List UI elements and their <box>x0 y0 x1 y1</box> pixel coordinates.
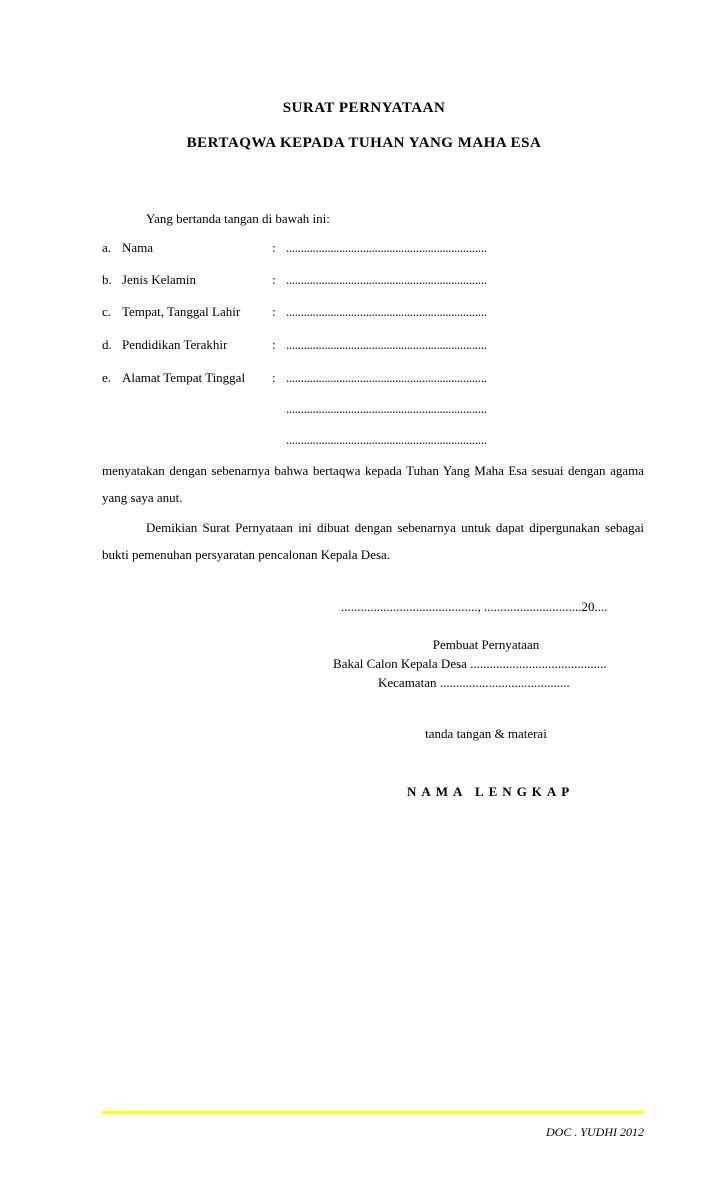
footer-doc-label: DOC . YUDHI 2012 <box>545 1125 644 1139</box>
maker-label: Pembuat Pernyataan <box>432 637 540 652</box>
closing-text: Demikian Surat Pernyataan ini dibuat dengan sebenarnya untuk dapat dipergunakan sebagai bukti pemenuhan persyaratan pencalonan Kepala Desa. <box>102 520 644 562</box>
field-colon: : <box>272 240 276 255</box>
field-letter: c. <box>102 304 112 319</box>
field-colon: : <box>272 337 276 352</box>
statement-text: menyatakan dengan sebenarnya bahwa bertaqwa kepada Tuhan Yang Maha Esa sesuai dengan agama yang saya anut. <box>102 463 644 505</box>
full-name-placeholder: NAMA LENGKAP <box>407 784 575 799</box>
field-label-text: Nama <box>122 240 154 255</box>
field-letter: d. <box>102 337 112 352</box>
field-label-text: Alamat Tempat Tinggal <box>122 370 246 385</box>
field-education-blank: .................................................................... <box>286 337 487 352</box>
field-label-text: Jenis Kelamin <box>122 272 197 287</box>
field-colon: : <box>272 272 276 287</box>
field-letter: a. <box>102 240 112 255</box>
field-letter: b. <box>102 272 112 287</box>
field-name-blank: .................................................................... <box>286 240 487 255</box>
field-address-blank-2: .................................................................... <box>286 401 487 416</box>
document-subtitle: BERTAQWA KEPADA TUHAN YANG MAHA ESA <box>186 135 542 151</box>
field-label-text: Tempat, Tanggal Lahir <box>122 304 241 319</box>
place-date-line: .........................................., ..............................20.... <box>341 599 608 614</box>
footer-divider <box>102 1111 644 1114</box>
field-birth-label <box>102 304 240 320</box>
intro-text: Yang bertanda tangan di bawah ini: <box>146 211 330 226</box>
signature-stamp-note: tanda tangan & materai <box>425 726 547 741</box>
field-colon: : <box>272 370 276 385</box>
field-colon: : <box>272 304 276 319</box>
statement-paragraph <box>102 457 644 511</box>
candidate-line: Bakal Calon Kepala Desa .......................................... <box>333 656 607 671</box>
field-label-text: Pendidikan Terakhir <box>122 337 228 352</box>
field-birth-blank: .................................................................... <box>286 304 487 319</box>
document-title: SURAT PERNYATAAN <box>282 100 446 116</box>
field-letter: e. <box>102 370 112 385</box>
field-gender-label <box>102 272 196 288</box>
field-gender-blank: .................................................................... <box>286 272 487 287</box>
district-line: Kecamatan ........................................ <box>378 675 570 690</box>
field-name-label <box>102 240 153 256</box>
field-address-blank: .................................................................... <box>286 370 487 385</box>
field-address-blank-3: .................................................................... <box>286 432 487 447</box>
field-address-label <box>102 370 245 386</box>
field-education-label <box>102 337 227 353</box>
closing-paragraph <box>102 514 644 568</box>
